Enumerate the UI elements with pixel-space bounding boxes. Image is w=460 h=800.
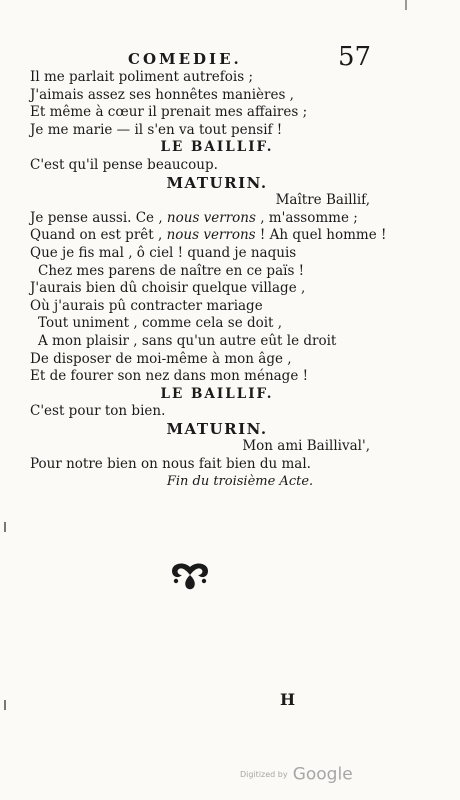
signature-mark: H: [280, 690, 296, 709]
verse-line: J'aimais assez ses honnêtes manières ,: [30, 86, 294, 103]
verse-line: C'est pour ton bien.: [30, 403, 166, 420]
page-number: 57: [338, 42, 372, 72]
verse-line: Je me marie — il s'en va tout pensif !: [30, 121, 283, 138]
verse-fragment: ! Ah quel homme !: [255, 227, 387, 244]
verse-line: Il me parlait poliment autrefois ;: [30, 69, 253, 85]
verse-line: [30, 227, 387, 245]
speaker-name: LE BAILLIF.: [160, 139, 274, 156]
verse-italic: nous verrons: [166, 227, 256, 244]
verse-line: Maître Baillif,: [275, 192, 370, 209]
fleuron-ornament: [168, 561, 212, 591]
verse-line: Pour notre bien on nous fait bien du mal.: [30, 456, 311, 473]
verse-line: Et de fourer son nez dans mon ménage !: [30, 368, 309, 385]
verse-line: Mon ami Baillival',: [242, 438, 370, 455]
act-end-note: Fin du troisième Acte.: [166, 474, 314, 489]
verse-line: Chez mes parens de naître en ce païs !: [38, 262, 305, 279]
verse-line: De disposer de moi-même à mon âge ,: [30, 350, 292, 367]
verse-line: Et même à cœur il prenait mes affaires ;: [30, 104, 308, 121]
verse-line: C'est qu'il pense beaucoup.: [30, 156, 218, 173]
verse-italic: nous verrons: [166, 209, 256, 226]
speaker-name: MATURIN.: [166, 419, 268, 438]
verse-fragment: Je pense aussi. Ce ,: [30, 209, 167, 226]
verse-line: Que je fis mal , ô ciel ! quand je naquis: [30, 244, 297, 261]
verse-line: Tout uniment , comme cela se doit ,: [38, 315, 283, 332]
digitized-watermark: [240, 764, 353, 785]
verse-line: Où j'aurais pû contracter mariage: [30, 297, 263, 314]
margin-mark: [4, 700, 6, 710]
verse-line: [30, 210, 380, 228]
watermark-brand: Google: [292, 764, 353, 785]
verse-fragment: Quand on est prêt ,: [30, 227, 167, 244]
speaker-name: MATURIN.: [166, 173, 268, 192]
speaker-name: LE BAILLIF.: [160, 385, 274, 402]
margin-mark: [4, 522, 6, 532]
page-header: [0, 44, 460, 70]
running-head: COMEDIE.: [128, 50, 242, 68]
play-text: [30, 69, 387, 474]
edge-tick: [405, 0, 407, 10]
watermark-prefix: Digitized by: [240, 770, 288, 779]
verse-line: J'aurais bien dû choisir quelque village ,: [30, 280, 306, 297]
verse-fragment: , m'assomme ;: [255, 209, 358, 226]
verse-line: A mon plaisir , sans qu'un autre eût le droit: [38, 332, 337, 349]
